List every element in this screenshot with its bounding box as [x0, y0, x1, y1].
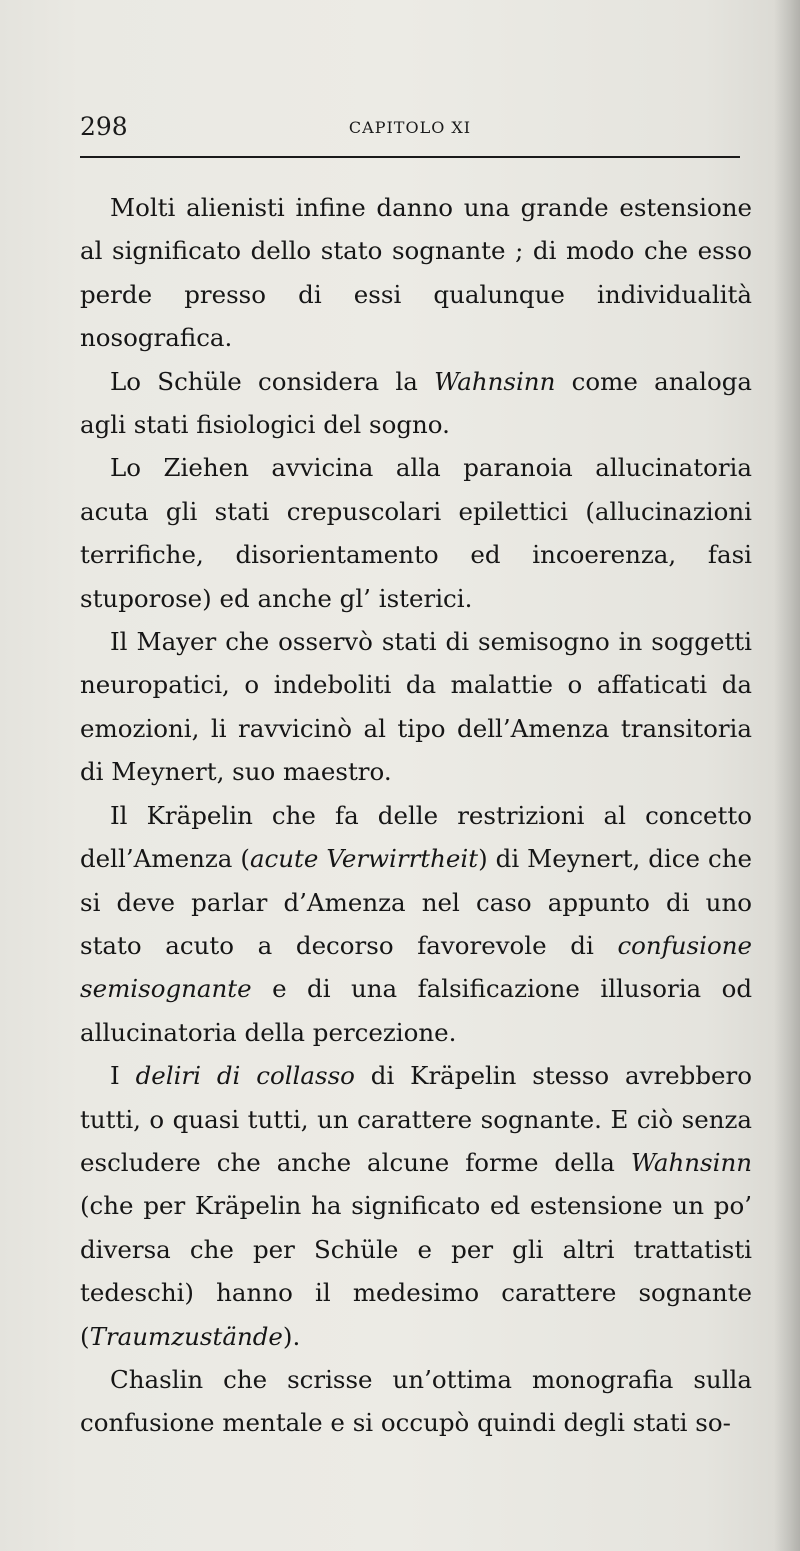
text-run: (che per Kräpelin ha significato ed estensione un po’ diversa che per Schüle e per gli altri trattatisti tedeschi) hanno il medesimo carattere sognante (	[80, 1191, 752, 1351]
running-head: CAPITOLO XI	[348, 118, 472, 137]
text-run: Il Kräpelin che fa delle restrizioni al concetto dell’Amenza (	[80, 800, 752, 874]
text-run: come analoga agli stati fisiologici del sogno.	[80, 366, 753, 440]
text-run: e di una falsificazione illusoria od allucinatoria della percezione.	[80, 974, 752, 1047]
paragraph	[80, 1054, 752, 1358]
paragraph	[80, 186, 752, 360]
text-run: di Kräpelin stesso avrebbero tutti, o quasi tutti, un carattere sognante. E ciò senza escludere che anche alcune forme della	[80, 1061, 752, 1177]
paragraph	[80, 1358, 752, 1445]
text-run: I	[110, 1061, 136, 1091]
italic-text: Traumzustände	[89, 1321, 283, 1351]
paragraph	[80, 620, 752, 794]
text-run: Il Mayer che osservò stati di semisogno in soggetti neuropatici, o indeboliti da malattie o affaticati da emozioni, li ravvicinò al tipo dell’Amenza transitoria di Meynert, suo maestro.	[80, 627, 752, 787]
body-text	[80, 186, 752, 1445]
text-run: ).	[282, 1321, 301, 1351]
page-number: 298	[80, 112, 128, 141]
italic-text: Wahnsinn	[434, 366, 556, 396]
italic-text: Wahnsinn	[630, 1147, 752, 1177]
header-rule	[80, 156, 740, 158]
text-run: Molti alienisti infine danno una grande estensione al significato dello stato sognante ; di modo che esso perde presso di essi qualunque individualità nosografica.	[80, 193, 752, 353]
text-run: Chaslin che scrisse un’ottima monografia sulla confusione mentale e si occupò quindi degli stati so-	[80, 1364, 752, 1438]
text-run: ) di Meynert, dice che si deve parlar d’Amenza nel caso appunto di uno stato acuto a decorso favorevole di	[80, 844, 752, 960]
page-header	[80, 112, 740, 152]
text-run: Lo Ziehen avvicina alla paranoia allucinatoria acuta gli stati crepuscolari epilettici (allucinazioni terrifiche, disorientamento ed incoerenza, fasi stuporose) ed anche gl’ isterici.	[80, 453, 752, 613]
text-run: Lo Schüle considera la	[110, 366, 435, 396]
italic-text: confusione semisognante	[80, 930, 752, 1004]
paragraph	[80, 360, 752, 447]
page-edge-shadow	[774, 0, 800, 1551]
italic-text: acute Verwirrtheit	[249, 844, 479, 874]
paragraph	[80, 446, 752, 620]
paragraph	[80, 794, 752, 1054]
italic-text: deliri di collasso	[135, 1061, 355, 1091]
